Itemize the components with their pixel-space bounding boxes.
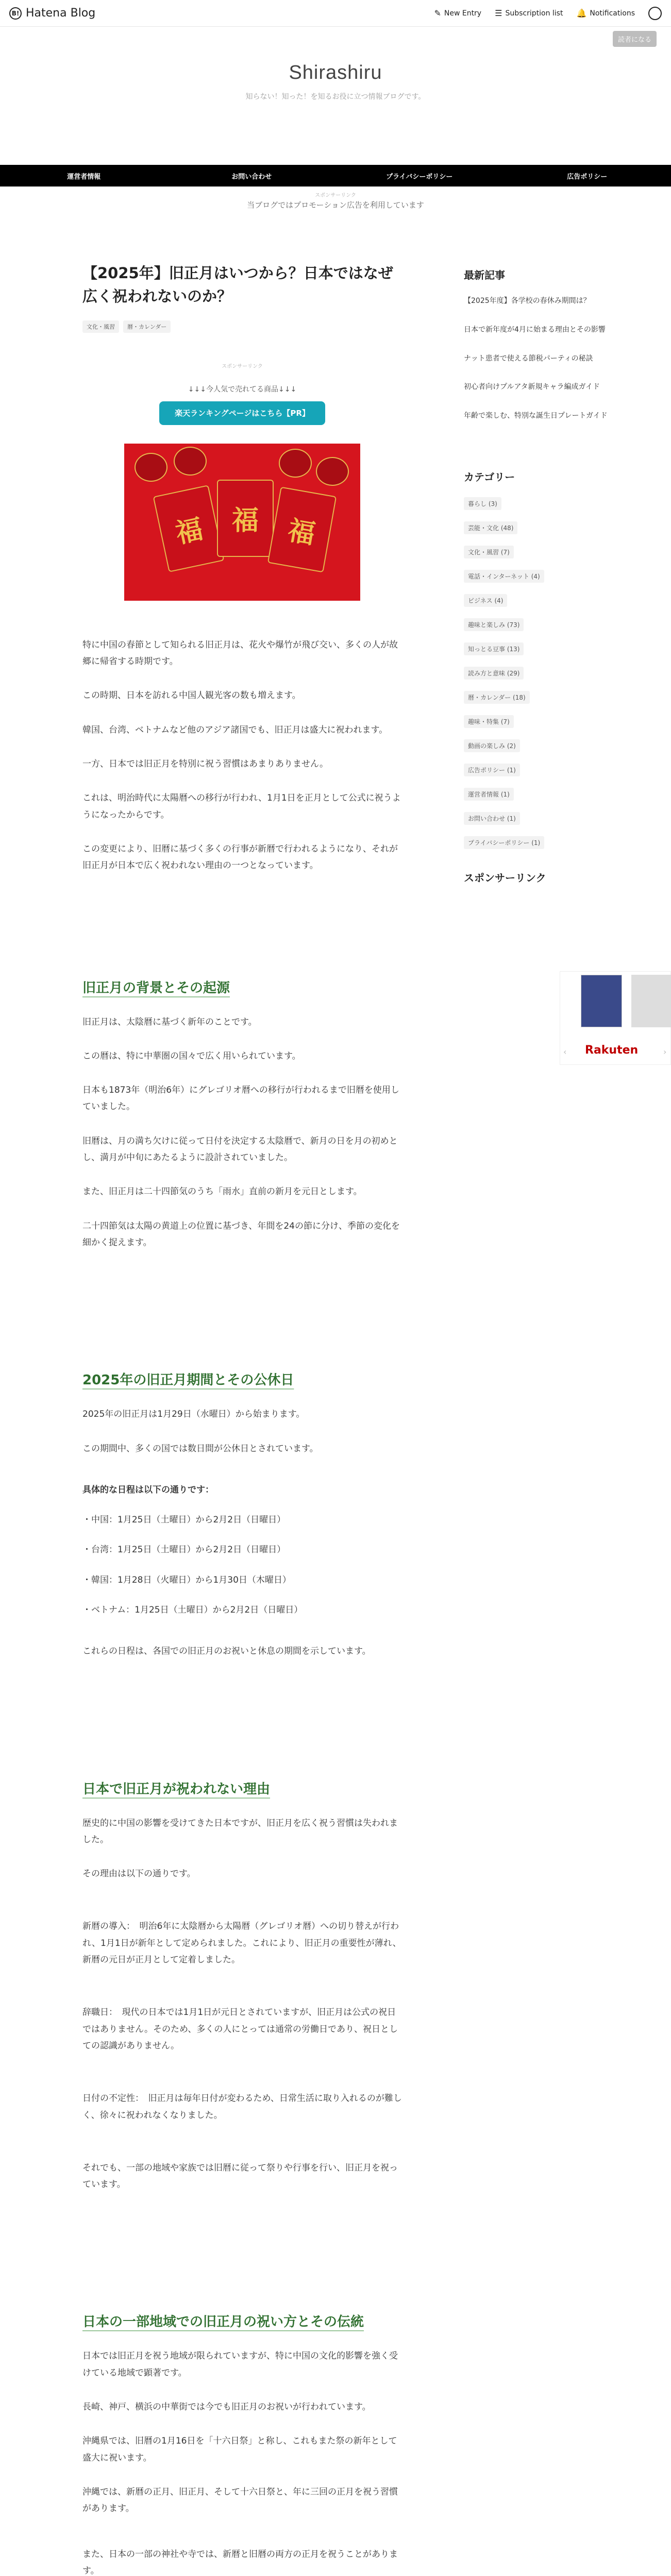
hatena-logo-icon: B! [9, 7, 22, 20]
paragraph: また、日本の一部の神社や寺では、新暦と旧暦の両方の正月を祝うことがあります。 [82, 2549, 398, 2576]
paragraph: 日付の不定性： 旧正月は毎年日付が変わるため、日常生活に取り入れるのが難しく、徐々に祝われなくなりました。 [82, 2093, 402, 2121]
category-heading: カテゴリー [464, 470, 515, 483]
paragraph: 旧正月は、太陰暦に基づく新年のことです。 [82, 1016, 257, 1027]
section-heading[interactable]: 日本で旧正月が祝われない理由 [82, 1781, 271, 1797]
category-link[interactable]: 暮らし (3) [464, 497, 501, 510]
red-envelope-icon: 福 [153, 485, 225, 572]
category-link[interactable]: 芸能・文化 (48) [464, 521, 517, 534]
lantern-icon [174, 447, 207, 476]
paragraph: それでも、一部の地域や家族では旧暦に従って祭りや行事を行い、旧正月を祝っています。 [82, 2162, 398, 2190]
list-item: ・ベトナム：1月25日（土曜日）から2月2日（日曜日） [82, 1605, 303, 1615]
red-envelope-icon: 福 [217, 480, 274, 557]
ranking-message: ↓↓↓今人気で売れてる商品↓↓↓ [188, 385, 297, 394]
section-heading[interactable]: 2025年の旧正月期間とその公休日 [82, 1372, 294, 1388]
user-avatar-icon[interactable] [648, 7, 662, 20]
bell-icon: 🔔 [576, 8, 587, 18]
new-entry-button[interactable] [434, 8, 481, 18]
chevron-left-icon[interactable]: ‹ [563, 1047, 567, 1057]
category-link[interactable]: 広告ポリシー (1) [464, 764, 520, 776]
category-link[interactable]: プライバシーポリシー (1) [464, 836, 544, 849]
paragraph: この暦は、特に中華圏の国々で広く用いられています。 [82, 1050, 301, 1061]
category-link[interactable]: 趣味と楽しみ (73) [464, 618, 524, 631]
notifications-button[interactable] [576, 8, 635, 18]
ad-product-image[interactable] [631, 975, 671, 1027]
nav-item-privacy[interactable]: プライバシーポリシー [386, 173, 453, 181]
hero-image [124, 444, 360, 601]
red-envelope-icon: 福 [267, 486, 337, 572]
article [82, 210, 402, 2576]
recent-post-link[interactable]: 年齢で楽しむ、特別な誕生日プレートガイド [464, 412, 608, 420]
recent-posts-heading: 最新記事 [464, 269, 505, 281]
paragraph: 沖縄では、新暦の正月、旧正月、そして十六日祭と、年に三回の正月を祝う習慣があります。 [82, 2486, 398, 2514]
paragraph: また、旧正月は二十四節気のうち「雨水」直前の新月を元日とします。 [82, 1187, 362, 1197]
list-item: ・中国：1月25日（土曜日）から2月2日（日曜日） [82, 1515, 286, 1526]
recent-post-link[interactable]: 【2025年度】各学校の春休み期間は？ [464, 297, 591, 305]
lantern-icon [135, 453, 167, 482]
paragraph: 特に中国の春節として知られる旧正月は、花火や爆竹が飛び交い、多くの人が故郷に帰省する時期です。 [82, 639, 398, 667]
paragraph: その理由は以下の通りです。 [82, 1869, 196, 1879]
category-link[interactable]: 文化・風習 (7) [464, 546, 514, 558]
category-link[interactable]: お問い合わせ (1) [464, 812, 520, 825]
subscription-list-button[interactable] [495, 8, 563, 18]
rakuten-ranking-button[interactable]: 楽天ランキングページはこちら【PR】 [159, 401, 325, 425]
category-link[interactable]: 読み方と意味 (29) [464, 667, 524, 680]
hatena-brand[interactable] [9, 7, 95, 20]
recent-post-link[interactable]: 日本で新年度が4月に始まる理由とその影響 [464, 325, 606, 334]
notifications-label: Notifications [590, 9, 635, 18]
paragraph: 歴史的に中国の影響を受けてきた日本ですが、旧正月を広く祝う習慣は失われました。 [82, 1818, 398, 1845]
site-title[interactable]: Shirashiru [289, 62, 382, 83]
article-tag[interactable]: 文化・風習 [82, 320, 119, 333]
new-entry-label: New Entry [444, 9, 482, 18]
paragraph: これらの日程は、各国での旧正月のお祝いと休息の期間を示しています。 [82, 1646, 371, 1657]
sidebar [464, 210, 613, 2576]
paragraph: 韓国、台湾、ベトナムなど他のアジア諸国でも、旧正月は盛大に祝われます。 [82, 724, 388, 735]
rakuten-logo: Rakuten [585, 1044, 639, 1057]
recent-post-link[interactable]: ナット患者で使える節税パーティの秘訣 [464, 354, 593, 363]
sponsor-label-top: スポンサーリンク [315, 193, 356, 198]
category-link[interactable]: 趣味・特集 (7) [464, 715, 514, 728]
paragraph: 2025年の旧正月は1月29日（水曜日）から始まります。 [82, 1409, 305, 1420]
article-body [82, 637, 402, 2576]
paragraph: この期間中、多くの国では数日間が公休日とされています。 [82, 1443, 318, 1454]
paragraph: 長崎、神戸、横浜の中華街では今でも旧正月のお祝いが行われています。 [82, 2402, 371, 2413]
category-link[interactable]: 暦・カレンダー (18) [464, 691, 530, 704]
paragraph: これは、明治時代に太陽暦への移行が行われ、1月1日を正月として公式に祝うようになったからです。 [82, 793, 401, 820]
sponsor-heading: スポンサーリンク [464, 871, 546, 884]
global-nav [0, 165, 671, 187]
category-link[interactable]: 電話・インターネット (4) [464, 570, 544, 583]
lantern-icon [279, 449, 312, 478]
list-item: ・台湾：1月25日（土曜日）から2月2日（日曜日） [82, 1545, 286, 1555]
ad-product-image[interactable] [581, 975, 622, 1027]
nav-item-operator[interactable]: 運営者情報 [67, 173, 101, 181]
paragraph: 日本も1873年（明治6年）にグレゴリオ暦への移行が行われるまで旧暦を使用していました。 [82, 1085, 399, 1112]
paragraph: 一方、日本では旧正月を特別に祝う習慣はあまりありません。 [82, 759, 329, 770]
subscribe-reader-button[interactable]: 読者になる [613, 31, 657, 47]
blog-header [0, 27, 671, 165]
paragraph: 日本では旧正月を祝う地域が限られていますが、特に中国の文化的影響を強く受けている地域で顕著です。 [82, 2351, 398, 2378]
list-icon: ☰ [495, 8, 502, 18]
nav-item-ad-policy[interactable]: 広告ポリシー [567, 173, 608, 181]
paragraph: 具体的な日程は以下の通りです： [82, 1484, 214, 1495]
site-description: 知らない！知った！を知るお役に立つ情報ブログです。 [245, 93, 426, 101]
sponsor-label: スポンサーリンク [222, 363, 263, 369]
nav-item-contact[interactable]: お問い合わせ [231, 173, 272, 181]
paragraph: 辞職日： 現代の日本では1月1日が元日とされていますが、旧正月は公式の祝日ではありません。そのため、多くの人にとっては通常の労働日であり、祝日としての認識がありません。 [82, 2007, 398, 2051]
category-link[interactable]: 動画の楽しみ (2) [464, 739, 520, 752]
paragraph: 沖縄県では、旧暦の1月16日を「十六日祭」と称し、これもまた祭の新年として盛大に祝います。 [82, 2436, 397, 2463]
paragraph: 二十四節気は太陽の黄道上の位置に基づき、年間を24の節に分け、季節の変化を細かく捉えます。 [82, 1221, 400, 1248]
rakuten-ad-widget[interactable] [560, 971, 671, 1065]
article-tag[interactable]: 暦・カレンダー [123, 320, 171, 333]
paragraph: この時期、日本を訪れる中国人観光客の数も増えます。 [82, 690, 301, 701]
recent-post-link[interactable]: 初心者向けプルアタ新規キャラ編成ガイド [464, 383, 600, 392]
promotion-note: 当ブログではプロモーション広告を利用しています [247, 200, 424, 210]
pencil-icon: ✎ [434, 8, 441, 18]
subscription-label: Subscription list [505, 9, 563, 18]
section-heading[interactable]: 日本の一部地域での旧正月の祝い方とその伝統 [82, 2314, 364, 2330]
article-title[interactable]: 【2025年】旧正月はいつから？日本ではなぜ広く祝われないのか？ [82, 264, 393, 305]
list-item: ・韓国：1月28日（火曜日）から1月30日（木曜日） [82, 1574, 291, 1585]
paragraph: この変更により、旧暦に基づく多くの行事が新暦で行われるようになり、それが旧正月が日本で広く祝われない理由の一つとなっています。 [82, 843, 398, 871]
hatena-topbar [0, 0, 671, 27]
category-link[interactable]: 運営者情報 (1) [464, 788, 514, 801]
section-heading[interactable]: 旧正月の背景とその起源 [82, 980, 230, 996]
chevron-right-icon[interactable]: › [663, 1047, 667, 1057]
lantern-icon [316, 457, 349, 486]
category-link[interactable]: 知っとる豆事 (13) [464, 642, 524, 655]
brand-text: Hatena Blog [26, 7, 96, 20]
paragraph: 新暦の導入： 明治6年に太陰暦から太陽暦（グレゴリオ暦）への切り替えが行われ、1月1日が新年として定められました。これにより、旧正月の重要性が薄れ、新暦の元日が正月として定着しました。 [82, 1921, 401, 1965]
category-link[interactable]: ビジネス (4) [464, 594, 507, 607]
paragraph: 旧暦は、月の満ち欠けに従って日付を決定する太陰暦で、新月の日を月の初めとし、満月が中旬にあたるように設計されていました。 [82, 1136, 398, 1163]
